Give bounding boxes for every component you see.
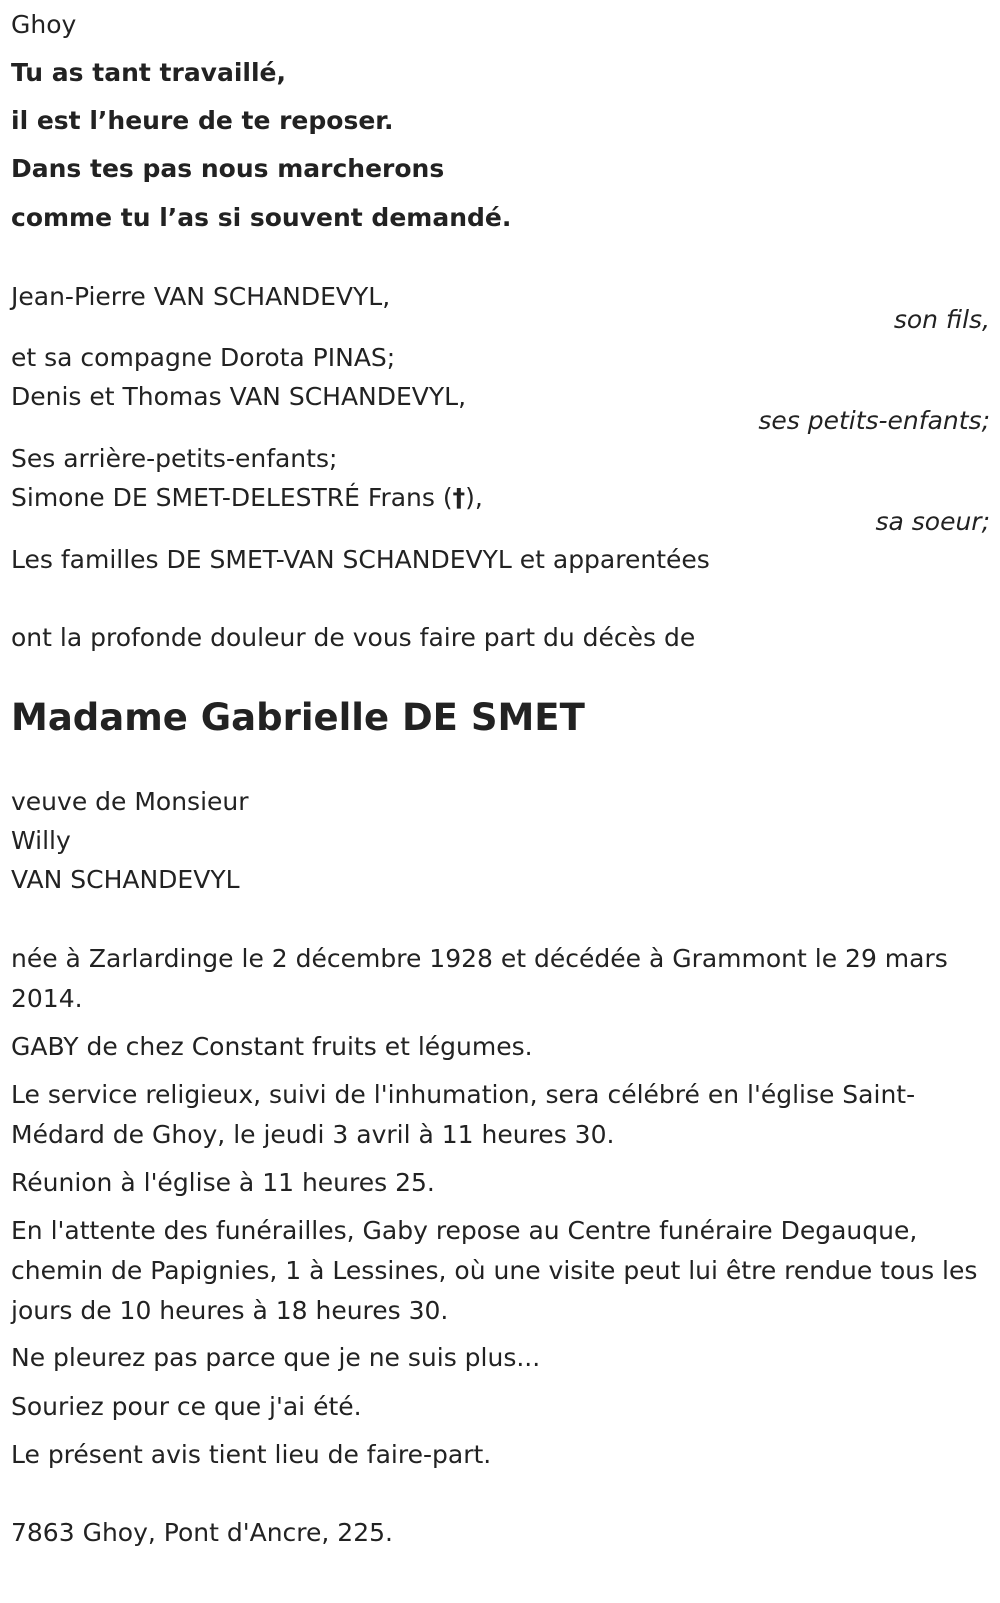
quote-line-1: Ne pleurez pas parce que je ne suis plus... <box>11 1343 541 1372</box>
notice-text: Le présent avis tient lieu de faire-part. <box>11 1440 492 1469</box>
cross-icon: † <box>452 483 466 512</box>
widow-line-3: VAN SCHANDEVYL <box>11 865 240 894</box>
family-grandchildren-role: ses petits-enfants; <box>758 406 990 435</box>
poem-line-1: Tu as tant travaillé, <box>11 58 287 87</box>
poem-line-4: comme tu l’as si souvent demandé. <box>11 203 512 232</box>
family-sister <box>11 483 483 513</box>
meeting-text: Réunion à l'église à 11 heures 25. <box>11 1168 435 1197</box>
birth-death-text: née à Zarlardinge le 2 décembre 1928 et décédée à Grammont le 29 mars 2014. <box>11 944 948 1013</box>
deceased-name: Madame Gabrielle DE SMET <box>11 696 585 739</box>
family-others: Les familles DE SMET-VAN SCHANDEVYL et apparentées <box>11 545 710 574</box>
service-text: Le service religieux, suivi de l'inhumation, sera célébré en l'église Saint-Médard de Ghoy, le jeudi 3 avril à 11 heures 30. <box>11 1080 916 1149</box>
family-son-role: son fils, <box>893 305 990 334</box>
quote-line-2: Souriez pour ce que j'ai été. <box>11 1392 362 1421</box>
widow-line-2: Willy <box>11 826 71 855</box>
family-sister-role: sa soeur; <box>875 507 990 536</box>
sister-suffix: ), <box>465 483 483 512</box>
sister-name: Simone DE SMET-DELESTRÉ Frans ( <box>11 483 453 512</box>
poem-line-3: Dans tes pas nous marcherons <box>11 154 445 183</box>
poem-line-2: il est l’heure de te reposer. <box>11 106 394 135</box>
place-heading: Ghoy <box>11 10 77 39</box>
family-grandchildren: Denis et Thomas VAN SCHANDEVYL, <box>11 382 467 411</box>
address-text: 7863 Ghoy, Pont d'Ancre, 225. <box>11 1518 393 1547</box>
widow-line-1: veuve de Monsieur <box>11 787 249 816</box>
rest-text: En l'attente des funérailles, Gaby repose au Centre funéraire Degauque, chemin de Papignies, 1 à Lessines, où une visite peut lui être rendue tous les jours de 10 heures à 18 heures 30. <box>11 1216 978 1325</box>
nickname-text: GABY de chez Constant fruits et légumes. <box>11 1032 533 1061</box>
family-son: Jean-Pierre VAN SCHANDEVYL, <box>11 282 391 311</box>
family-companion: et sa compagne Dorota PINAS; <box>11 343 396 372</box>
announcement-text: ont la profonde douleur de vous faire part du décès de <box>11 623 696 652</box>
family-great-grandchildren: Ses arrière-petits-enfants; <box>11 444 338 473</box>
